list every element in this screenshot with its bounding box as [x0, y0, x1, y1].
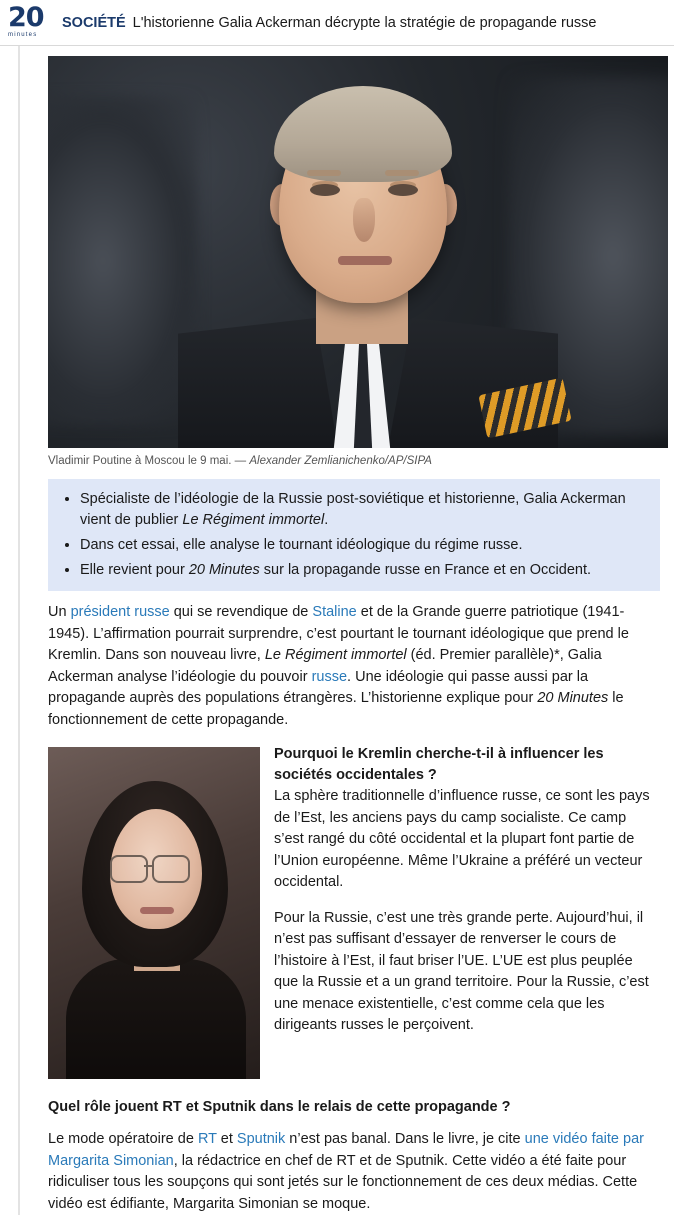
link-video-margarita-simonian[interactable]: une vidéo faite par Margarita Simonian — [48, 1131, 644, 1169]
interview-question-2: Quel rôle jouent RT et Sputnik dans le relais de cette propagande ? — [48, 1099, 511, 1115]
summary-item-italic: Le Régiment immortel — [182, 512, 325, 528]
intro-paragraph — [48, 602, 660, 731]
interview-section — [48, 744, 660, 1085]
link-staline[interactable]: Staline — [312, 604, 357, 620]
logo-main-text: 20 — [8, 2, 44, 33]
article-page — [0, 46, 674, 1215]
header-category[interactable]: SOCIÉTÉ — [62, 14, 126, 31]
hero-blur-left — [48, 96, 198, 426]
portrait-mouth — [140, 907, 174, 914]
summary-box — [48, 479, 660, 591]
summary-list — [62, 489, 646, 581]
list-item — [80, 535, 646, 556]
article-content — [48, 46, 660, 1215]
list-item — [80, 560, 646, 581]
answer2-text-2: et — [216, 1131, 237, 1147]
portrait-shoulders — [66, 959, 246, 1079]
hero-mouth — [338, 256, 392, 265]
intro-text-4: (éd. Premier parallèle)*, Galia Ackerman analyse l’idéologie du pouvoir — [48, 647, 602, 685]
hero-eye-right — [388, 184, 418, 196]
hero-eye-left — [310, 184, 340, 196]
summary-item-italic: 20 Minutes — [188, 562, 260, 578]
link-president-russe[interactable]: président russe — [70, 604, 170, 620]
hero-caption — [48, 454, 660, 469]
hero-caption-credit: Alexander Zemlianichenko/AP/SIPA — [249, 455, 432, 467]
answer2-text-3: n’est pas banal. Dans le livre, je cite — [285, 1131, 525, 1147]
intro-italic-20minutes: 20 Minutes — [537, 690, 609, 706]
link-russe[interactable]: russe — [311, 668, 348, 685]
hero-brow-left — [307, 170, 341, 176]
link-rt[interactable]: RT — [197, 1131, 217, 1147]
summary-item-tail: . — [324, 512, 329, 528]
summary-item-text: Spécialiste de l’idéologie de la Russie post-soviétique et historienne, Galia Ackerman vient de publier — [80, 491, 626, 528]
summary-item-text: Dans cet essai, elle analyse le tournant idéologique du régime russe. — [80, 537, 523, 553]
interview-answer-2 — [48, 1129, 660, 1215]
interview-question-1: Pourquoi le Kremlin cherche-t-il à influencer les sociétés occidentales ? — [274, 746, 604, 783]
hero-nose — [353, 198, 375, 242]
summary-item-text: Elle revient pour — [80, 562, 189, 578]
intro-text-3: et de la Grande guerre patriotique (1941-1945). L’affirmation pourrait surprendre, c’est pourtant le tournant idéologique que prend le Kremlin. Dans son nouveau livre, — [48, 604, 629, 663]
portrait-glasses-right — [152, 855, 190, 883]
hero-caption-text: Vladimir Poutine à Moscou le 9 mai. — — [48, 455, 250, 467]
portrait-glasses-left — [110, 855, 148, 883]
header-article-title: L'historienne Galia Ackerman décrypte la stratégie de propagande russe — [132, 14, 597, 31]
intro-text-2: qui se revendique de — [169, 604, 313, 620]
logo-20minutes[interactable] — [8, 2, 52, 40]
hero-brow-right — [385, 170, 419, 176]
answer2-text-1: Le mode opératoire de — [48, 1131, 198, 1147]
intro-text-5: . Une idéologie qui passe aussi par la propagande auprès des populations étrangères. L’historienne explique pour — [48, 668, 589, 706]
intro-text-6: le fonctionnement de cette propagande. — [48, 690, 624, 728]
link-sputnik[interactable]: Sputnik — [236, 1131, 286, 1147]
answer2-text-4: , la rédactrice en chef de RT et de Sputnik. Cette vidéo a été faite pour ridiculiser tous les soupçons qui sont jetés sur le fonctionnement de ces deux médias. Cette vidéo est édifiante, Margarita Simonian se moque. — [48, 1152, 638, 1212]
portrait-glasses-bridge — [144, 865, 154, 867]
intro-italic-book: Le Régiment immortel — [264, 647, 407, 663]
hero-suit-left — [178, 318, 338, 448]
intro-text-1: Un — [48, 604, 71, 620]
list-item — [80, 489, 646, 531]
portrait-galia-ackerman — [48, 747, 260, 1079]
interview-answer-1-paragraph-2: Pour la Russie, c’est une très grande perte. Aujourd’hui, il n’est pas suffisant d’essayer de renverser le cours de l’histoire à l’Est, il faut briser l’UE. L’UE est plus peuplée que la Russie et a un grand territoire. Pour la Russie, c’est une menace existentielle, c’est comme cela que les dirigeants russes le perçoivent. — [274, 909, 649, 1033]
logo-sub-text: minutes — [8, 32, 38, 38]
hero-image-putin — [48, 56, 668, 448]
site-header — [0, 0, 674, 46]
summary-item-tail: sur la propagande russe en France et en Occident. — [259, 562, 592, 578]
interview-answer-1-paragraph-1: La sphère traditionnelle d’influence russe, ce sont les pays de l’Est, les anciens pays du camp socialiste. Ce camp s’est rangé du côté occidental et la plupart font partie de l’Union européenne. Même l’Ukraine a préféré un vecteur occidental. — [274, 788, 650, 890]
left-rule-divider — [18, 46, 20, 1215]
